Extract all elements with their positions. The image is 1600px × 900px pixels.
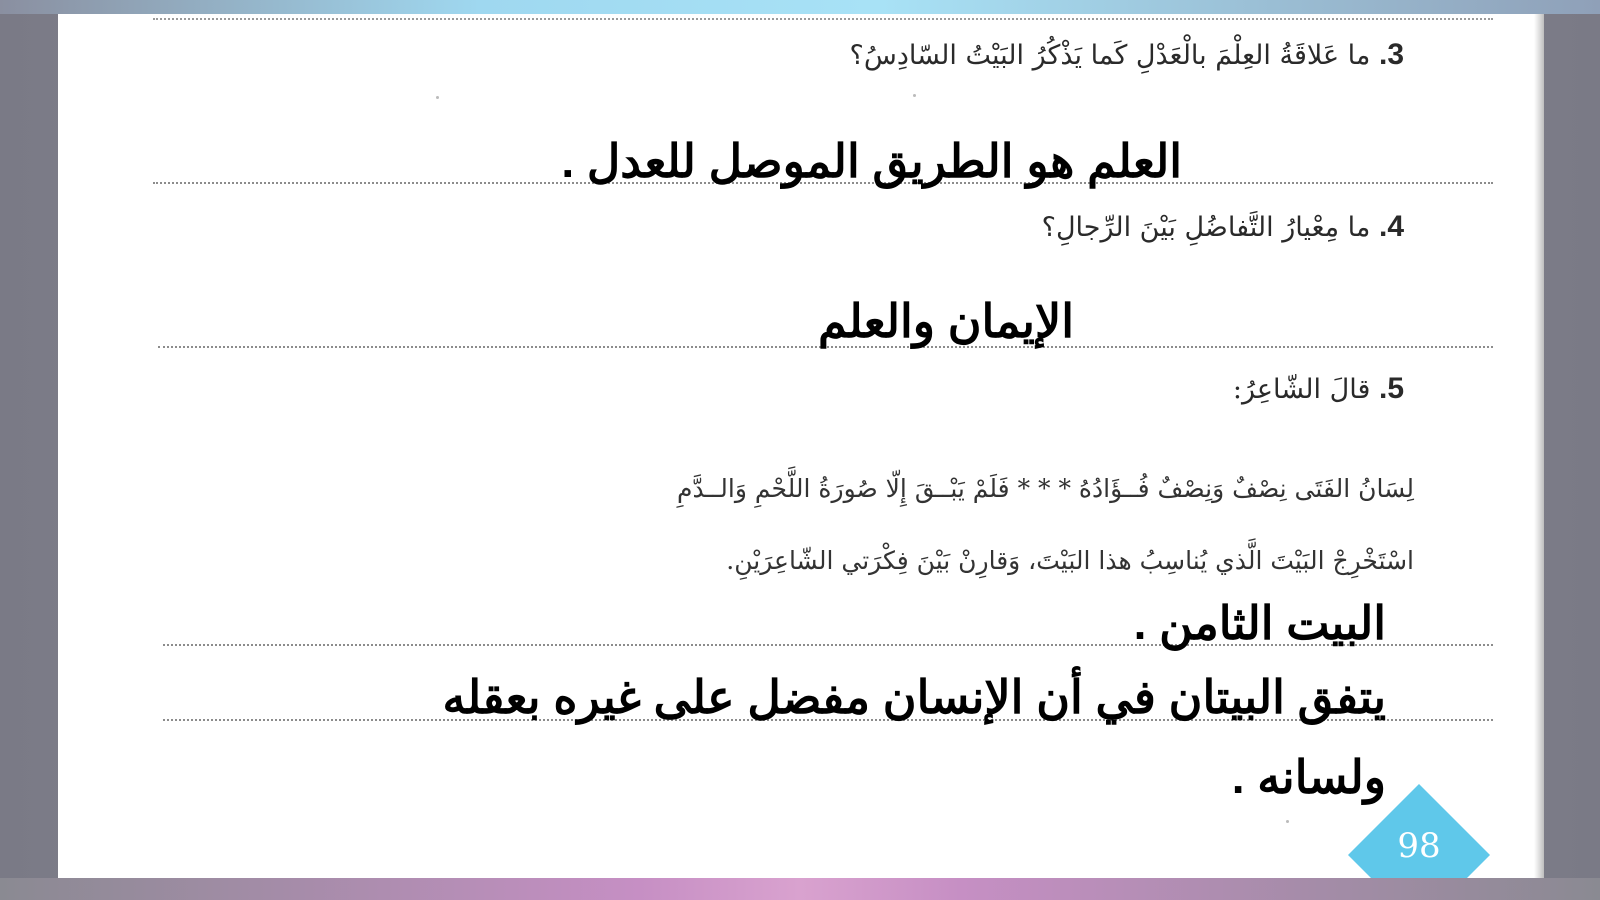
answer-5-line-2-text: يتفق البيتان في أن الإنسان مفضل على غيره بعقله (442, 671, 1386, 723)
answer-3: العلم هو الطريق الموصل للعدل . (561, 135, 1182, 187)
question-5-number: 5. (1378, 372, 1404, 405)
top-dotted-line (153, 18, 1493, 20)
poem-verse: لِسَانُ الفَتَى نِصْفٌ وَنِصْفٌ فُــؤَادُهُ * * * فَلَمْ يَبْــقَ إِلّا صُورَةُ اللَّحْمِ وَالــدَّمِ (677, 474, 1414, 503)
answer-4: الإيمان والعلم (817, 295, 1074, 347)
question-5-text: قالَ الشّاعِرُ: (1232, 374, 1371, 405)
poem-instruction: اسْتَخْرِجْ البَيْتَ الَّذي يُناسِبُ هذا البَيْتَ، وَقارِنْ بَيْنَ فِكْرَتي الشّاعِرَيْنِ. (726, 546, 1414, 575)
paper-speck (1286, 820, 1289, 823)
bottom-frame-band (0, 878, 1600, 900)
question-4-text: ما مِعْيارُ التَّفاضُلِ بَيْنَ الرِّجالِ؟ (1041, 212, 1371, 243)
paper-speck (436, 96, 439, 99)
page-number: 98 (1397, 826, 1441, 866)
answer-5-line-1-text: البيت الثامن . (1133, 597, 1386, 649)
question-5 (1233, 372, 1404, 406)
question-3 (850, 38, 1404, 72)
question-3-number: 3. (1378, 38, 1404, 71)
question-4-number: 4. (1378, 210, 1404, 243)
question-3-text: ما عَلاقَةُ العِلْمَ بالْعَدْلِ كَما يَذْكُرُ البَيْتُ السّادِسُ؟ (849, 40, 1371, 71)
question-4 (1042, 210, 1404, 244)
worksheet-page (58, 14, 1544, 878)
paper-speck (913, 94, 916, 97)
top-frame-band (0, 0, 1600, 14)
page-edge-shadow (1534, 14, 1544, 878)
answer-5-line-3-text: ولسانه . (1231, 751, 1386, 803)
